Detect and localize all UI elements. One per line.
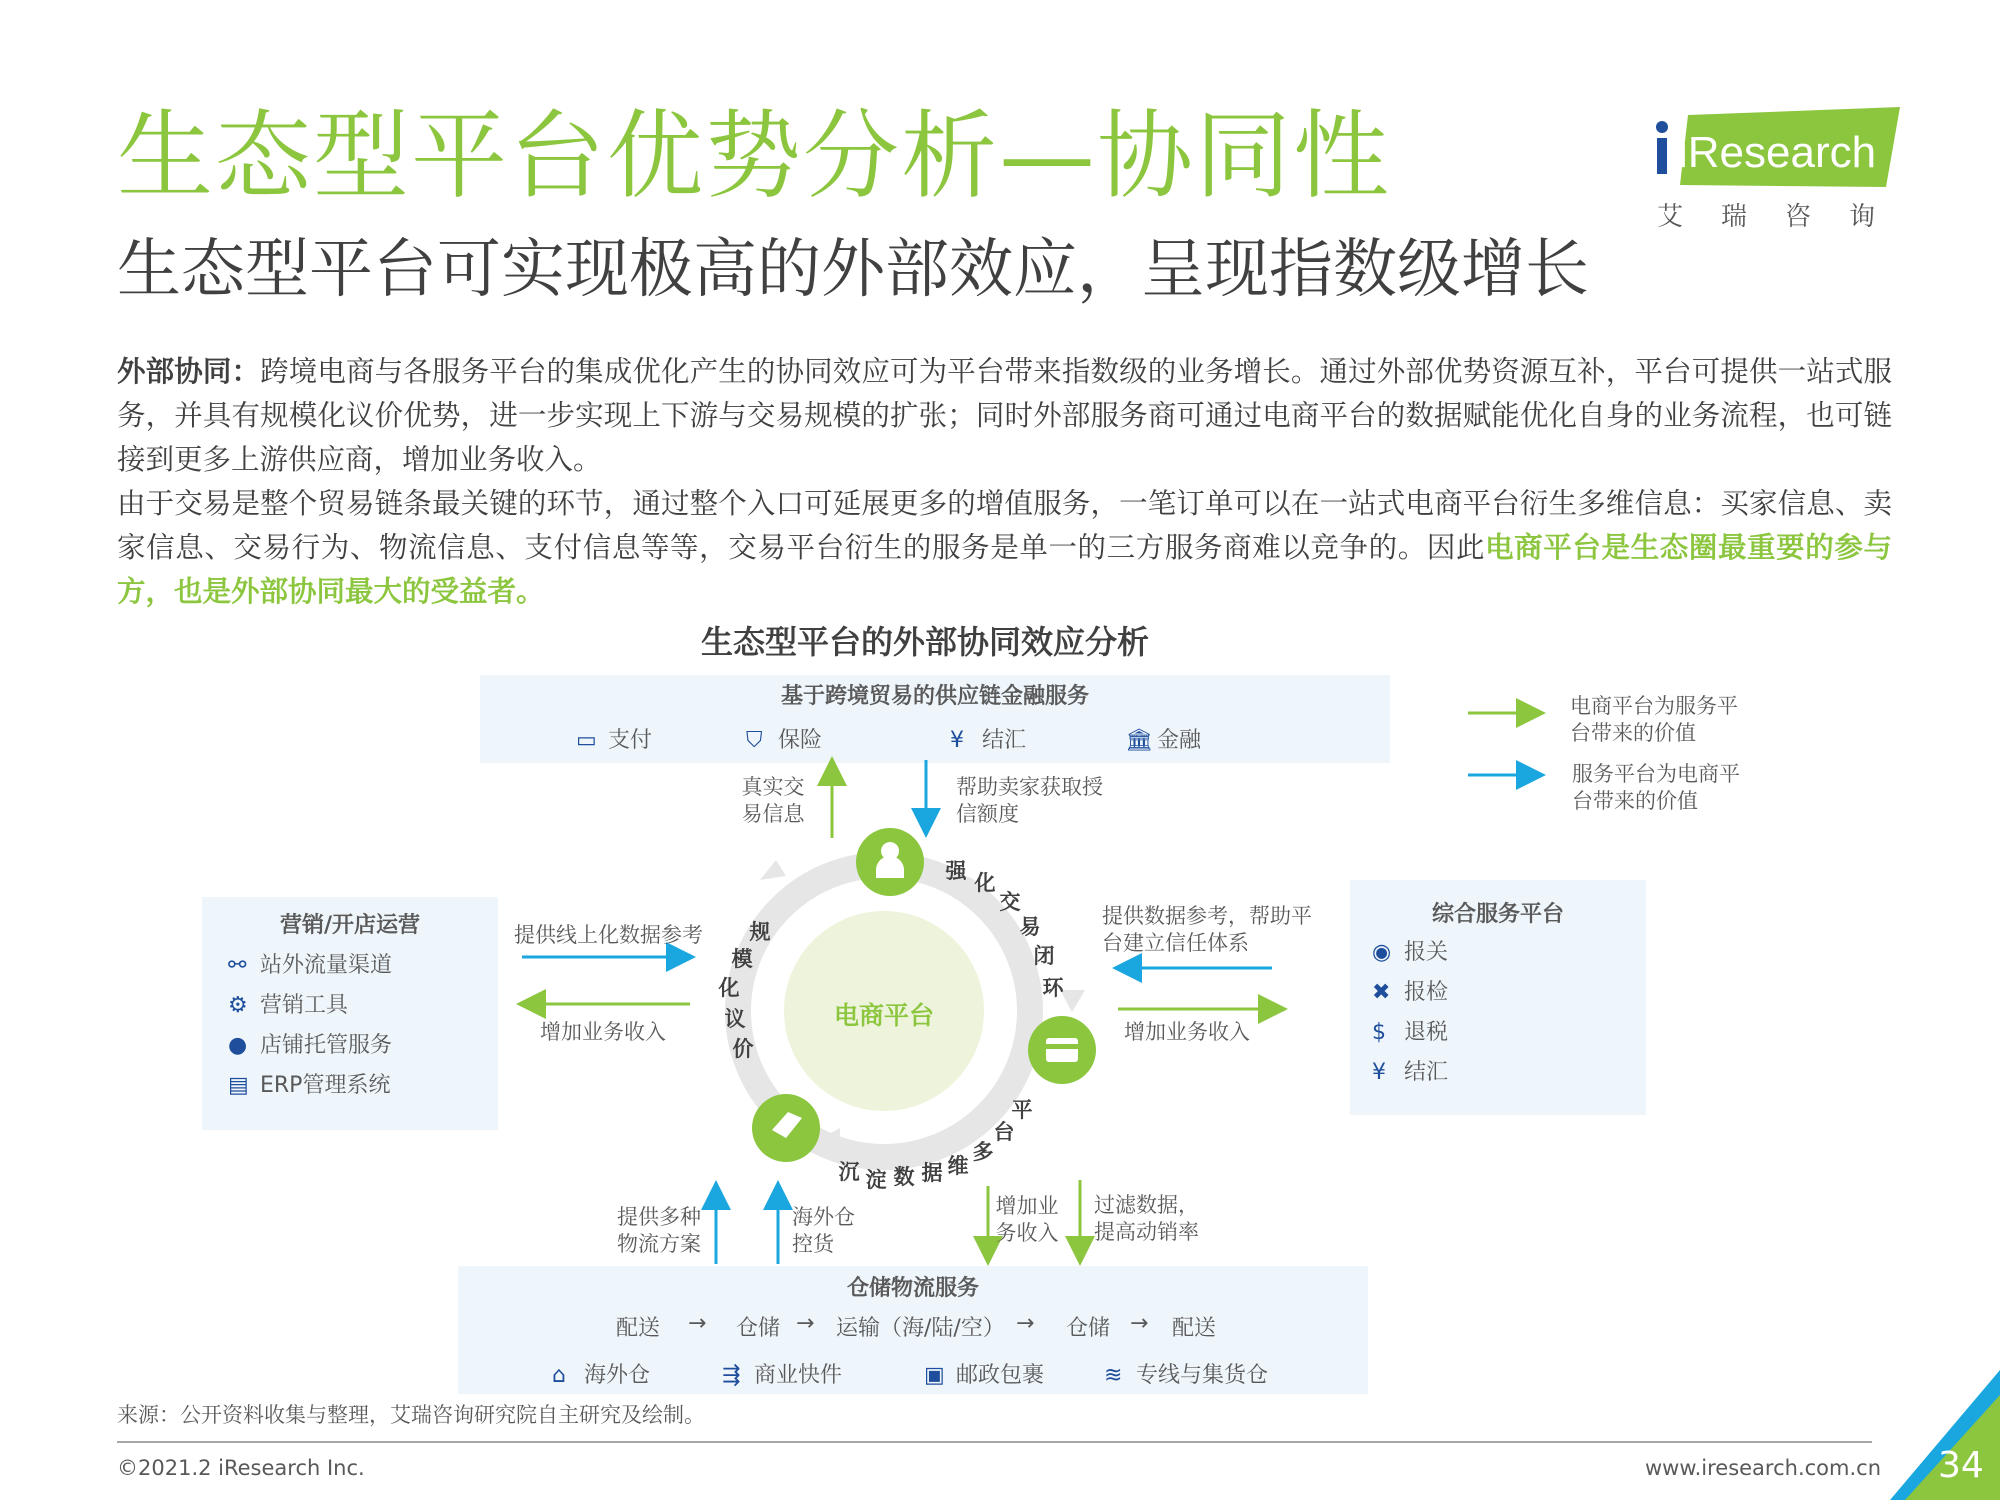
right-item-1: ◉ 报关 bbox=[1372, 940, 1449, 965]
left-item-3: ● 店铺托管服务 bbox=[228, 1033, 393, 1058]
label-bottom-3: 增加业务收入 bbox=[995, 1194, 1059, 1245]
bottom-item-3: ▣ 邮政包裹 bbox=[924, 1363, 1045, 1388]
ring-char: 据 bbox=[921, 1161, 943, 1185]
left-panel-title: 营销/开店运营 bbox=[279, 913, 421, 938]
tools-icon: ⚙ bbox=[228, 993, 248, 1018]
right-item-2: ✖ 报检 bbox=[1372, 980, 1449, 1005]
top-item-1: ▭ 支付 bbox=[576, 728, 653, 753]
label-bottom-4: 过滤数据，提高动销率 bbox=[1094, 1193, 1199, 1244]
flow-step-3: 运输（海/陆/空） bbox=[836, 1316, 1005, 1341]
legend-green: 电商平台为服务平台带来的价值 bbox=[1570, 694, 1738, 745]
top-item-3: ¥ 结汇 bbox=[950, 728, 1027, 753]
paragraph-1-lead: 外部协同： bbox=[117, 355, 261, 388]
label-bottom-2: 海外仓控货 bbox=[792, 1205, 855, 1256]
share-icon: ⚯ bbox=[228, 953, 247, 978]
ring-char: 交 bbox=[999, 890, 1021, 914]
right-item-3: $ 退税 bbox=[1372, 1020, 1449, 1045]
label-right-top: 提供数据参考，帮助平台建立信任体系 bbox=[1102, 904, 1312, 955]
ring-char: 环 bbox=[1042, 976, 1064, 1000]
page-subtitle: 生态型平台可实现极高的外部效应，呈现指数级增长 bbox=[117, 233, 1589, 307]
paragraph-1-text: 跨境电商与各服务平台的集成优化产生的协同效应可为平台带来指数级的业务增长。通过外部优势资源互补，平台可提供一站式服务，并具有规模化议价优势，进一步实现上下游与交易规模的扩张；同时外部服务商可通过电商平台的数据赋能优化自身的业务流程，也可链接到更多上游供应商，增加业务收入。 bbox=[117, 355, 1892, 476]
label-bottom-1: 提供多种物流方案 bbox=[617, 1205, 701, 1256]
ring-char: 沉 bbox=[838, 1160, 860, 1184]
left-item-2: ⚙ 营销工具 bbox=[228, 993, 349, 1018]
copyright: ©2021.2 iResearch Inc. bbox=[117, 1456, 365, 1480]
source-note: 来源：公开资料收集与整理，艾瑞咨询研究院自主研究及绘制。 bbox=[117, 1403, 705, 1427]
save-icon: ▤ bbox=[228, 1073, 249, 1098]
logo-subtitle: 艾瑞咨询 bbox=[1657, 202, 1914, 232]
ring-char: 规 bbox=[749, 920, 771, 944]
wrench-icon: ✖ bbox=[1372, 980, 1391, 1005]
ring-char: 多 bbox=[972, 1140, 994, 1164]
footer-url[interactable]: www.iresearch.com.cn bbox=[1645, 1456, 1882, 1480]
flow-step-4: 仓储 bbox=[1066, 1316, 1111, 1341]
diagram-title: 生态型平台的外部协同效应分析 bbox=[700, 623, 1149, 661]
top-panel-title: 基于跨境贸易的供应链金融服务 bbox=[780, 684, 1089, 709]
ring-char: 议 bbox=[724, 1007, 746, 1031]
wallet-icon: ▭ bbox=[576, 728, 597, 753]
exchange-icon: ¥ bbox=[1372, 1060, 1386, 1085]
bottom-panel-title: 仓储物流服务 bbox=[846, 1276, 979, 1301]
flow-step-1: 配送 bbox=[616, 1316, 661, 1341]
express-icon: ⇶ bbox=[722, 1363, 741, 1388]
warehouse-icon: ⌂ bbox=[552, 1363, 566, 1388]
hosting-icon: ● bbox=[228, 1033, 248, 1058]
ring-char: 平 bbox=[1011, 1098, 1033, 1122]
page-number: 34 bbox=[1938, 1445, 1984, 1486]
flow-arrow-icon: → bbox=[688, 1311, 707, 1336]
footer-divider bbox=[117, 1441, 1872, 1443]
left-item-4: ▤ ERP管理系统 bbox=[228, 1073, 391, 1098]
ring-char: 价 bbox=[732, 1037, 754, 1061]
ring-char: 模 bbox=[731, 947, 753, 971]
left-item-1: ⚯ 站外流量渠道 bbox=[228, 953, 393, 978]
right-item-4: ¥ 结汇 bbox=[1372, 1060, 1449, 1085]
refund-icon: $ bbox=[1372, 1020, 1386, 1045]
paragraph-2-highlight: 电商平台是生态圈最重要的参与方，也是外部协同最大的受益者。 bbox=[117, 531, 1892, 608]
label-right-bottom: 增加业务收入 bbox=[1124, 1020, 1250, 1044]
bottom-item-4: ≋ 专线与集货仓 bbox=[1104, 1363, 1269, 1388]
right-panel-title: 综合服务平台 bbox=[1431, 902, 1564, 927]
ring-char: 强 bbox=[945, 859, 967, 883]
ring-arrow-left bbox=[760, 860, 786, 880]
shield-icon: ⛉ bbox=[746, 728, 763, 753]
package-icon: ▣ bbox=[924, 1363, 945, 1388]
ring-char: 易 bbox=[1019, 915, 1041, 939]
ring-char: 淀 bbox=[865, 1168, 887, 1192]
flow-arrow-icon: → bbox=[1130, 1311, 1149, 1336]
legend-blue: 服务平台为电商平台带来的价值 bbox=[1572, 762, 1740, 813]
center-label: 电商平台 bbox=[833, 1001, 934, 1030]
flow-arrow-icon: → bbox=[1016, 1311, 1035, 1336]
bank-icon: 🏛 bbox=[1125, 728, 1153, 753]
label-left-top: 提供线上化数据参考 bbox=[514, 923, 703, 947]
ring-char: 数 bbox=[893, 1165, 915, 1189]
label-top-right: 帮助卖家获取授信额度 bbox=[956, 775, 1103, 826]
flow-step-5: 配送 bbox=[1172, 1316, 1217, 1341]
customs-icon: ◉ bbox=[1372, 940, 1392, 965]
label-left-bottom: 增加业务收入 bbox=[540, 1020, 666, 1044]
ring-char: 台 bbox=[993, 1120, 1015, 1144]
logo-text: iResearch bbox=[1678, 128, 1877, 177]
bottom-item-2: ⇶ 商业快件 bbox=[722, 1363, 843, 1388]
ring-char: 闭 bbox=[1033, 944, 1055, 968]
ring-char: 化 bbox=[718, 976, 740, 1000]
ring-char: 化 bbox=[974, 871, 996, 895]
exchange-icon: ¥ bbox=[950, 728, 964, 753]
label-top-left: 真实交易信息 bbox=[741, 775, 805, 826]
ring-char: 维 bbox=[947, 1154, 969, 1178]
bottom-item-1: ⌂ 海外仓 bbox=[552, 1363, 651, 1388]
top-item-2: ⛉ 保险 bbox=[746, 728, 823, 753]
route-icon: ≋ bbox=[1104, 1363, 1123, 1388]
flow-step-2: 仓储 bbox=[736, 1316, 781, 1341]
paragraph-2-text: 由于交易是整个贸易链条最关键的环节，通过整个入口可延展更多的增值服务，一笔订单可以在一站式电商平台衍生多维信息：买家信息、卖家信息、交易行为、物流信息、支付信息等等，交易平台衍生的服务是单一的三方服务商难以竞争的。因此 bbox=[117, 487, 1892, 564]
page-title: 生态型平台优势分析—协同性 bbox=[117, 100, 1391, 212]
top-item-4: 🏛 金融 bbox=[1125, 728, 1202, 753]
flow-arrow-icon: → bbox=[796, 1311, 815, 1336]
